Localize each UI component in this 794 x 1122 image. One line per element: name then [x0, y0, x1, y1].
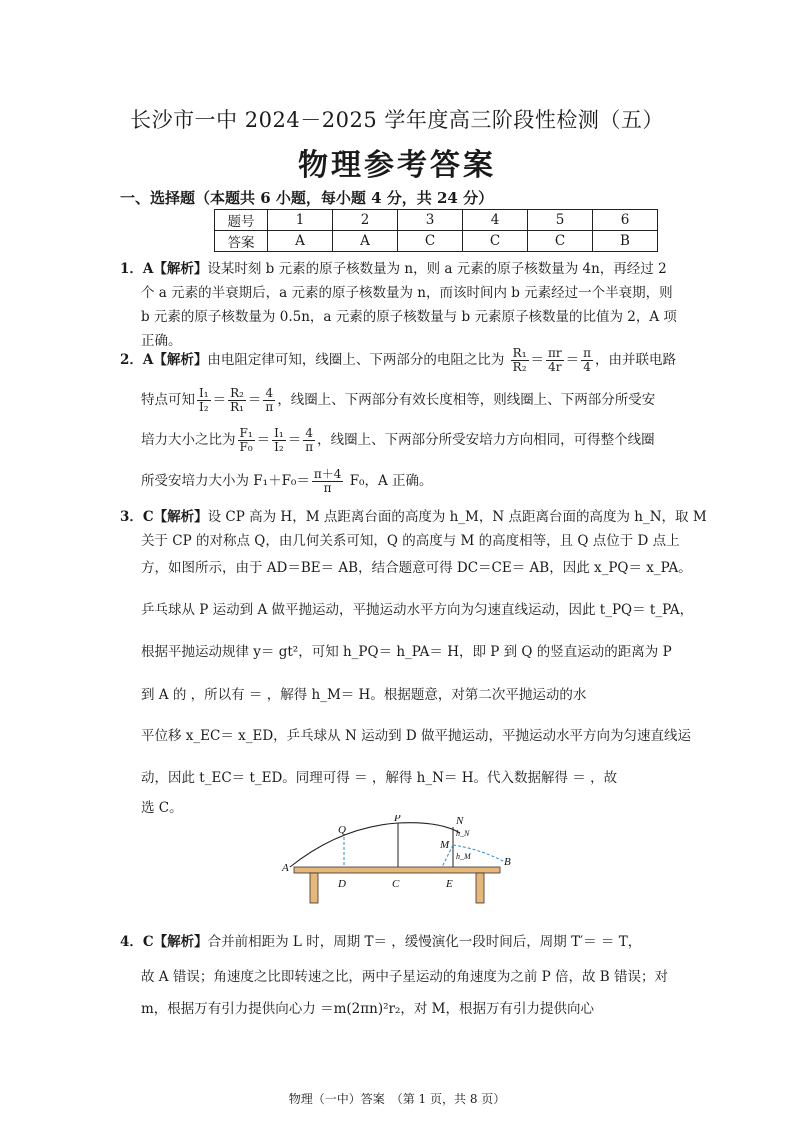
label-c: C [392, 878, 400, 890]
q2-text: ，线圈上、下两部分有效长度相等，则线圈上、下两部分所受安 [277, 392, 656, 408]
q1-line-2: 个 a 元素的半衰期后，a 元素的原子核数量为 n，而该时间内 b 元素经过一个半衰期，则 [141, 285, 673, 301]
trajectory-curve [290, 823, 460, 867]
q3-line-5: 根据平抛运动规律 y＝ gt²，可知 h_PQ＝ h_PA＝ H，即 P 到 Q 的竖直运动的距离为 P [141, 644, 672, 660]
q1-line-1 [120, 257, 667, 277]
table-trajectory-figure [280, 815, 520, 905]
q2-text: ，线圈上、下两部分所受安培力方向相同，可得整个线圈 [317, 432, 655, 448]
row-label: 题号 [215, 210, 268, 231]
table-leg [476, 873, 484, 903]
label-hm: h_M [456, 852, 471, 861]
table-cell: 2 [333, 210, 398, 231]
numerator: π＋4 [313, 467, 342, 481]
fraction [303, 427, 315, 454]
q1-head: 1．A【解析】 [120, 261, 208, 277]
label-hn: h_N [456, 829, 470, 838]
q4-line-3: m，根据万有引力提供向心力 ＝m(2πn)²r₂，对 M，根据万有引力提供向心 [141, 1001, 594, 1017]
table-cell: A [268, 231, 333, 252]
q3-head: 3．C【解析】 [120, 509, 208, 525]
table-leg [310, 873, 318, 903]
answer-table [214, 209, 658, 252]
numerator: π [583, 346, 592, 360]
q2-line-3: 培力大小之比为 $\frac{\text{F₁}}{\text{F₀}}$ ＝ $\frac{\text{I₁}}{\text{I₂}}$ ＝ $\frac{4}{\pi}$ ，线圈上、下两部分所受安培力方向相同，可得整个线圈 [141, 426, 655, 454]
fraction [511, 347, 529, 374]
q2-text: F₀，A 正确。 [349, 473, 433, 489]
q3-line-7: 平位移 x_EC＝ x_ED，乒乓球从 N 运动到 D 做平抛运动，平抛运动水平方向为匀速直线运 [141, 728, 691, 744]
table-cell: 3 [398, 210, 463, 231]
denominator: 4r [548, 360, 562, 374]
fraction [228, 387, 246, 414]
q3-line-9: 选 C。 [141, 800, 183, 816]
document-title: 长沙市一中 2024－2025 学年度高三阶段性检测（五） [130, 108, 664, 132]
table-cell: B [593, 231, 658, 252]
label-e: E [446, 878, 453, 890]
q3-line-3: 方，如图所示，由于 AD＝BE＝ AB，结合题意可得 DC＝CE＝ AB，因此 x_PQ＝ x_PA。 [141, 560, 692, 576]
denominator: π [305, 440, 314, 454]
table-cell: C [528, 231, 593, 252]
q3-line-1 [120, 505, 707, 525]
q2-text: 特点可知 [141, 392, 195, 408]
q1-line-3: b 元素的原子核数量为 0.5n，a 元素的原子核数量与 b 元素原子核数量的比值为 2，A 项 [141, 309, 677, 325]
denominator: R₂ [512, 360, 527, 374]
section-heading: 一、选择题（本题共 6 小题，每小题 4 分，共 24 分） [120, 189, 494, 207]
q2-head: 2．A【解析】 [120, 352, 208, 368]
fraction [263, 387, 275, 414]
fraction [312, 468, 344, 495]
q2-line-4 [141, 468, 433, 495]
table-row [215, 210, 658, 231]
label-p: P [394, 815, 401, 824]
denominator: 4 [583, 360, 591, 374]
q3-line-8: 动，因此 t_EC＝ t_ED。同理可得 ＝ ，解得 h_N＝ H。代入数据解得 ＝ ，故 [141, 770, 618, 786]
table-cell: 6 [593, 210, 658, 231]
numerator: πr [548, 346, 562, 360]
q3-line-4: 乒乓球从 P 运动到 A 做平抛运动，平抛运动水平方向为匀速直线运动，因此 t_PQ＝ t_PA， [141, 602, 694, 618]
table-cell: A [333, 231, 398, 252]
label-a: A [282, 862, 289, 874]
numerator: F₁ [239, 426, 253, 440]
q2-text: ，由并联电路 [595, 352, 677, 368]
q4-line-1 [120, 930, 641, 950]
q2-line-2: 特点可知 $\frac{\text{I₁}}{\text{I₂}}$ ＝ $\frac{\text{R₂}}{\text{R₁}}$ ＝ $\frac{4}{\pi}$ ，线圈上、下两部分有效长度相等，则线圈上、下两部分所受安 [141, 386, 656, 414]
q4-text: 合并前相距为 L 时，周期 T＝ ，缓慢演化一段时间后，周期 T′＝ ＝ T， [207, 934, 642, 950]
numerator: I₁ [274, 426, 284, 440]
document-subtitle: 物理参考答案 [298, 148, 496, 183]
q2-text: 所受安培力大小为 F₁＋F₀＝ [141, 473, 310, 489]
q2-line-1: 2．A【解析】由电阻定律可知，线圈上、下两部分的电阻之比为 $\frac{\text{R₁}}{\text{R₂}}$ ＝ $\frac{\pi r}{4r}$ ＝ $\frac{\pi}{4}$ ，由并联电路 [120, 346, 677, 374]
denominator: R₁ [230, 400, 244, 414]
numerator: R₁ [512, 346, 527, 360]
denominator: π [323, 481, 332, 495]
q2-text: 由电阻定律可知，线圈上、下两部分的电阻之比为 [207, 352, 505, 368]
table-cell: 4 [463, 210, 528, 231]
q4-line-2: 故 A 错误；角速度之比即转速之比，两中子星运动的角速度为之前 P 倍，故 B 错误；对 [141, 969, 668, 985]
table-cell: 5 [528, 210, 593, 231]
table-row [215, 231, 658, 252]
fraction [272, 427, 286, 454]
denominator: F₀ [239, 440, 253, 454]
fraction [546, 347, 564, 374]
label-m: M [440, 839, 450, 851]
label-d: D [338, 878, 346, 890]
table-cell: C [398, 231, 463, 252]
table-top [294, 867, 500, 873]
table-cell: C [463, 231, 528, 252]
numerator: R₂ [230, 386, 244, 400]
numerator: I₁ [199, 386, 209, 400]
table-cell: 1 [268, 210, 333, 231]
denominator: I₂ [199, 400, 209, 414]
row-label: 答案 [215, 231, 268, 252]
numerator: 4 [263, 387, 275, 401]
q3-line-6: 到 A 的 ，所以有 ＝ ，解得 h_M＝ H。根据题意，对第二次平抛运动的水 [141, 687, 587, 703]
q1-line-4: 正确。 [141, 333, 182, 349]
denominator: π [265, 400, 274, 414]
q3-line-2: 关于 CP 的对称点 Q，由几何关系可知，Q 的高度与 M 的高度相等，且 Q 点位于 D 点上 [141, 533, 680, 549]
page-footer: 物理（一中）答案 （第 1 页，共 8 页） [288, 1092, 506, 1106]
q2-text: 培力大小之比为 [141, 432, 236, 448]
denominator: I₂ [274, 440, 284, 454]
q1-text: 设某时刻 b 元素的原子核数量为 n，则 a 元素的原子核数量为 4n，再经过 2 [207, 261, 667, 277]
label-n: N [456, 815, 464, 827]
fraction [197, 387, 211, 414]
fraction [581, 347, 593, 374]
fraction [238, 427, 255, 454]
q4-head: 4．C【解析】 [120, 934, 208, 950]
label-b: B [504, 856, 511, 868]
q3-text: 设 CP 高为 H，M 点距离台面的高度为 h_M，N 点距离台面的高度为 h_N，取 M [207, 509, 707, 525]
label-q: Q [338, 824, 346, 836]
numerator: 4 [303, 427, 315, 441]
